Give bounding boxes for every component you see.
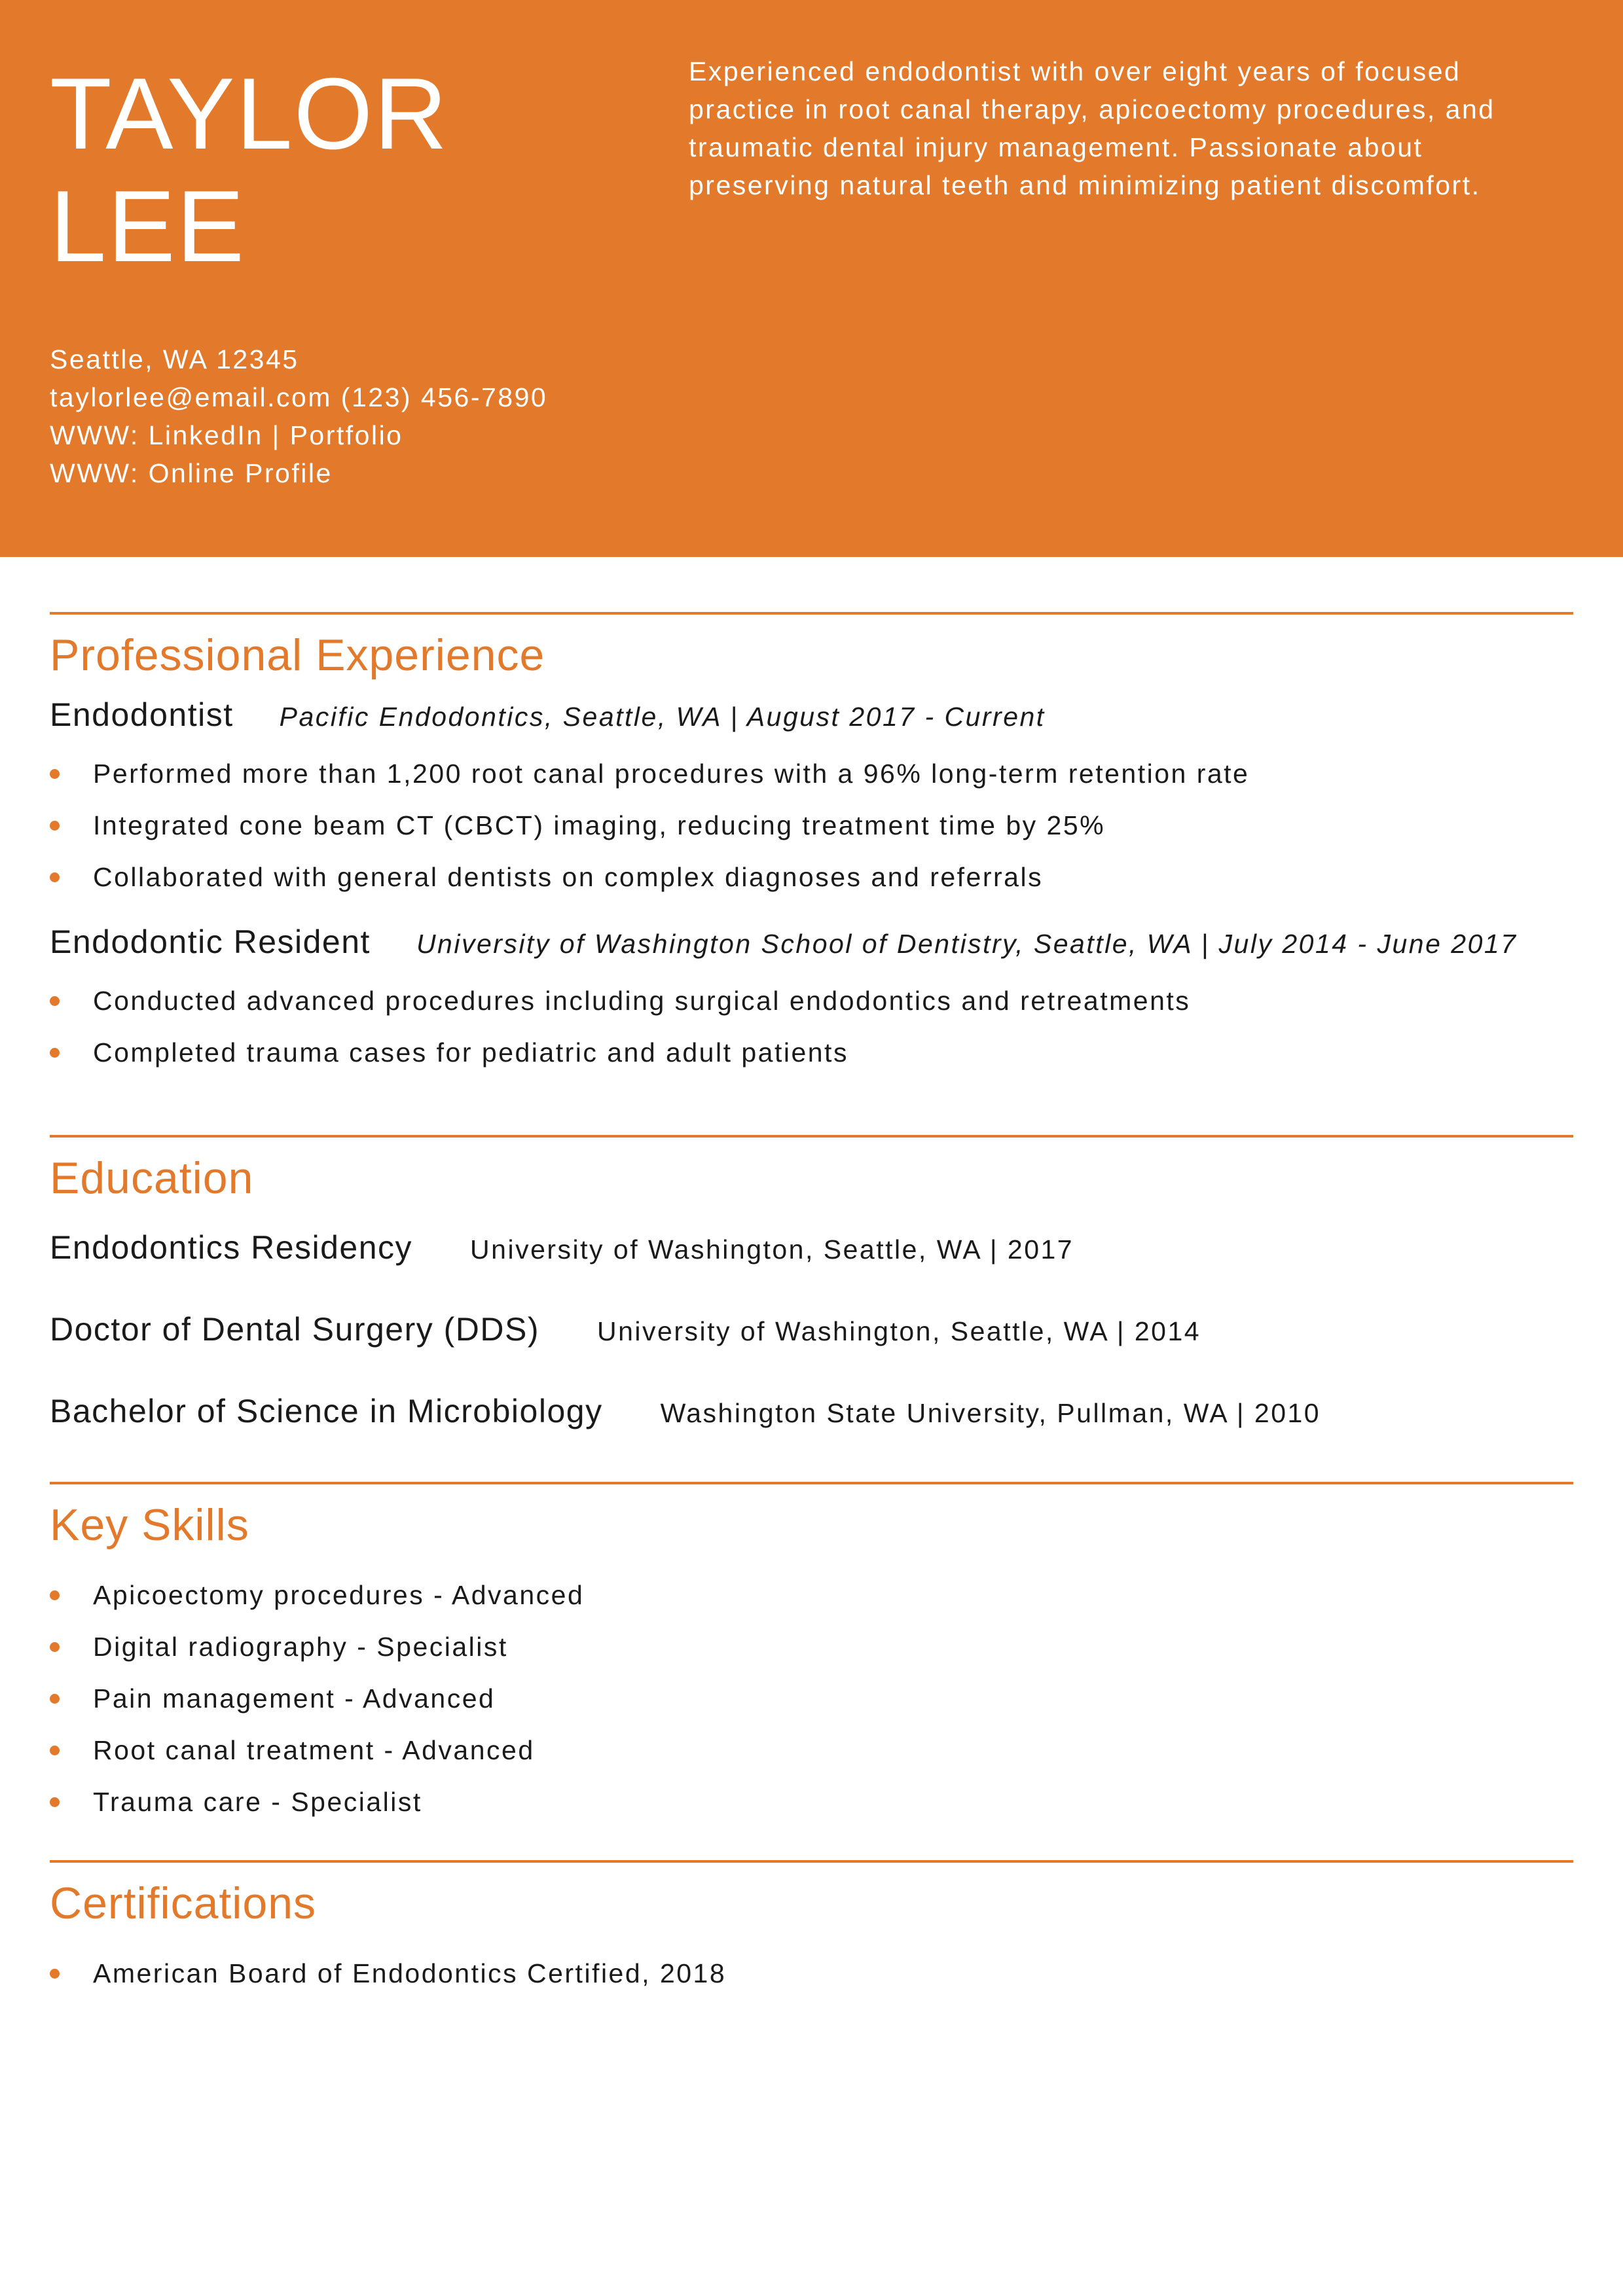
bullet-icon — [50, 1969, 60, 1979]
list-item — [50, 1725, 1573, 1776]
education-degree: Bachelor of Science in Microbiology — [50, 1393, 603, 1429]
bullet-text: Performed more than 1,200 root canal procedures with a 96% long-term retention rate — [93, 759, 1250, 789]
list-item — [50, 800, 1573, 852]
bullet-text: Conducted advanced procedures including surgical endodontics and retreatments — [93, 986, 1191, 1016]
section-title-experience: Professional Experience — [50, 630, 545, 680]
list-item — [50, 1621, 1573, 1673]
section-title-skills: Key Skills — [50, 1500, 249, 1550]
contact-profile: WWW: Online Profile — [50, 458, 333, 488]
list-item — [50, 1570, 1573, 1621]
education-item — [50, 1371, 1573, 1452]
bullet-text: Collaborated with general dentists on complex diagnoses and referrals — [93, 862, 1044, 892]
skill-text: Apicoectomy procedures - Advanced — [93, 1580, 585, 1610]
job-bullets — [50, 975, 1573, 1079]
skills-list — [50, 1570, 1573, 1828]
skill-text: Pain management - Advanced — [93, 1683, 496, 1713]
list-item — [50, 1027, 1573, 1079]
education-list — [50, 1207, 1573, 1452]
bullet-icon — [50, 769, 60, 779]
skill-text: Trauma care - Specialist — [93, 1787, 422, 1817]
job-title: Endodontic Resident — [50, 924, 371, 960]
job-bullets — [50, 748, 1573, 903]
certifications-list — [50, 1948, 1573, 2000]
education-degree: Endodontics Residency — [50, 1229, 413, 1266]
education-school: Washington State University, Pullman, WA | 2010 — [660, 1398, 1321, 1428]
job-header — [50, 696, 1573, 748]
education-degree: Doctor of Dental Surgery (DDS) — [50, 1311, 540, 1348]
section-title-education: Education — [50, 1153, 254, 1203]
section-title-certifications: Certifications — [50, 1878, 317, 1928]
job-entry — [50, 923, 1573, 1079]
list-item — [50, 748, 1573, 800]
bullet-text: Integrated cone beam CT (CBCT) imaging, reducing treatment time by 25% — [93, 810, 1106, 840]
bullet-icon — [50, 1746, 60, 1755]
bullet-icon — [50, 996, 60, 1006]
contact-location: Seattle, WA 12345 — [50, 344, 299, 374]
list-item — [50, 975, 1573, 1027]
job-header — [50, 923, 1573, 975]
education-item — [50, 1207, 1573, 1289]
list-item — [50, 852, 1573, 903]
bullet-icon — [50, 1048, 60, 1058]
resume-body — [50, 612, 1573, 2026]
contact-info — [50, 340, 835, 492]
list-item — [50, 1776, 1573, 1828]
education-section — [50, 1135, 1573, 1482]
experience-section — [50, 612, 1573, 1135]
list-item — [50, 1673, 1573, 1725]
bullet-icon — [50, 1797, 60, 1807]
list-item — [50, 1948, 1573, 2000]
bullet-icon — [50, 1590, 60, 1600]
bullet-icon — [50, 1642, 60, 1652]
candidate-name — [50, 58, 639, 283]
summary: Experienced endodontist with over eight years of focused practice in root canal therapy, apicoectomy procedures, and traumatic dental injury management. Passionate about preserving natural teeth and minimizing patient discomfort. — [689, 56, 1495, 200]
contact-email-phone: taylorlee@email.com (123) 456-7890 — [50, 382, 548, 412]
resume-header — [0, 0, 1623, 557]
bullet-icon — [50, 872, 60, 882]
job-title: Endodontist — [50, 696, 234, 733]
skill-text: Root canal treatment - Advanced — [93, 1735, 535, 1765]
certification-text: American Board of Endodontics Certified, 2018 — [93, 1958, 727, 1988]
education-item — [50, 1289, 1573, 1371]
education-school: University of Washington, Seattle, WA | 2017 — [470, 1234, 1074, 1265]
certifications-section — [50, 1860, 1573, 2026]
skills-section — [50, 1482, 1573, 1860]
bullet-icon — [50, 1694, 60, 1704]
job-meta: Pacific Endodontics, Seattle, WA | August 2017 - Current — [279, 702, 1046, 732]
job-entry — [50, 696, 1573, 903]
education-school: University of Washington, Seattle, WA | 2014 — [597, 1316, 1201, 1346]
last-name: LEE — [50, 170, 246, 283]
first-name: TAYLOR — [50, 57, 449, 170]
bullet-icon — [50, 821, 60, 831]
bullet-text: Completed trauma cases for pediatric and adult patients — [93, 1037, 848, 1067]
contact-links: WWW: LinkedIn | Portfolio — [50, 420, 403, 450]
job-meta: University of Washington School of Dentistry, Seattle, WA | July 2014 - June 2017 — [416, 929, 1518, 959]
skill-text: Digital radiography - Specialist — [93, 1632, 508, 1662]
